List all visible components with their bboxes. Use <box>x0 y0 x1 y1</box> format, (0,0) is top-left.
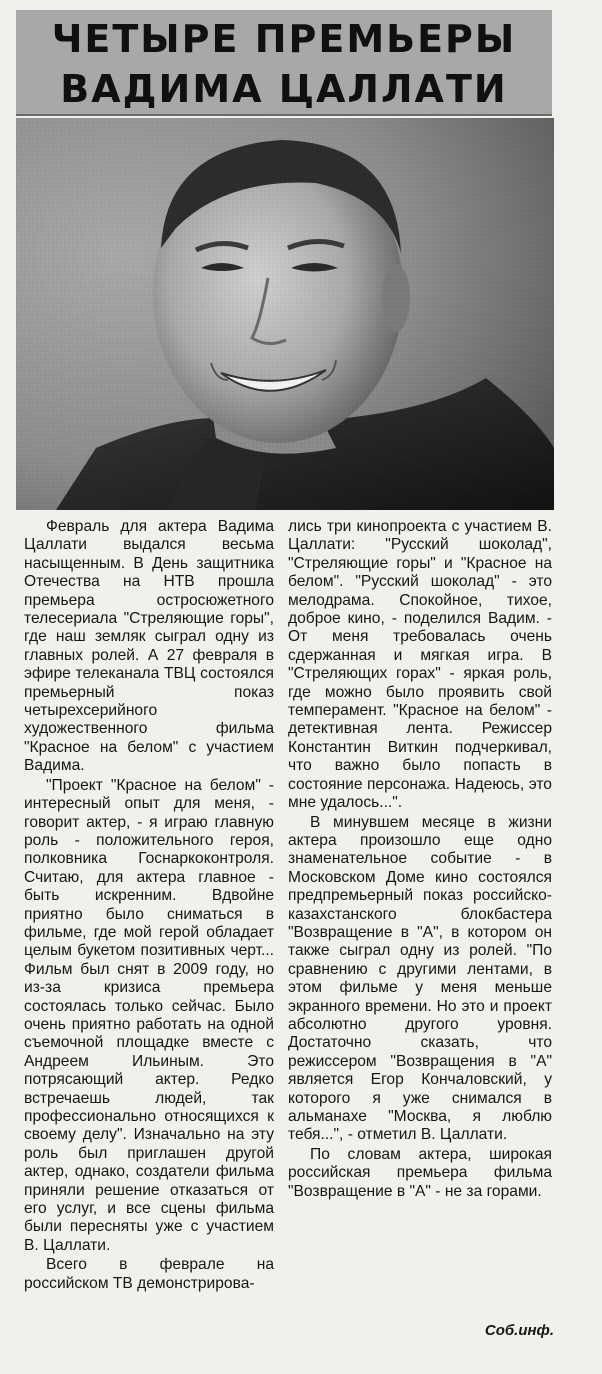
article-left-column <box>24 518 274 1293</box>
paragraph-3: Всего в феврале на российском ТВ демонстрирова- <box>24 1256 274 1292</box>
headline-line-1: ЧЕТЫРЕ ПРЕМЬЕРЫ <box>51 17 517 61</box>
paragraph-1: Февраль для актера Вадима Цаллати выдался весьма насыщенным. В День защитника Отечества на НТВ прошла премьера остросюжетного телесериала "Стреляющие горы", где наш земляк сыграл одну из главных ролей. А 27 февраля в эфире телеканала ТВЦ состоялся премьерный показ четырехсерийного художественного фильма "Красное на белом" с участием Вадима. <box>24 518 274 775</box>
headline-line-2: ВАДИМА ЦАЛЛАТИ <box>60 67 508 111</box>
headline-band <box>16 10 552 116</box>
byline: Соб.инф. <box>484 1322 554 1339</box>
paragraph-4: В минувшем месяце в жизни актера произошло еще одно знаменательное событие - в Московском Доме кино состоялся предпремьерный показ российско-казахстанского блокбастера "Возвращение в "А", в котором он также сыграл одну из ролей. "По сравнению с другими лентами, в этом фильме у меня меньше экранного времени. Но это и проект абсолютно другого уровня. Достаточно сказать, что режиссером "Возвращения в "А" является Егор Кончаловский, у которого я уже снимался в альманахе "Москва, я люблю тебя...", - отметил В. Цаллати. <box>288 813 552 1144</box>
paragraph-3-continued: лись три кинопроекта с участием В. Цаллати: "Русский шоколад", "Стреляющие горы" и "Красное на белом". "Русский шоколад" - это мелодрама. Спокойное, тихое, доброе кино, - поделился Вадим. - От меня требовалась очень сдержанная и мягкая игра. В "Стреляющих горах" - яркая роль, где можно было проявить свой темперамент. "Красное на белом" - детективная лента. Режиссер Константин Виткин подчеркивал, что важно было попасть в состояние персонажа. Надеюсь, это мне удалось...". <box>288 518 552 812</box>
article-right-column <box>288 518 552 1201</box>
paragraph-5: По словам актера, широкая российская премьера фильма "Возвращение в "А" - не за горами. <box>288 1145 552 1200</box>
paragraph-2: "Проект "Красное на белом" - интересный опыт для меня, - говорит актер, - я играю главную роль - положительного героя, полковника Госнаркоконтроля. Считаю, для актера главное - быть искренним. Вдвойне приятно было сниматься в фильме, где мой герой обладает целым букетом позитивных черт... Фильм был снят в 2009 году, но из-за кризиса премьера состоялась только сейчас. Было очень приятно работать на одной съемочной площадке вместе с Андреем Ильиным. Это потрясающий актер. Редко встречаешь людей, так профессионально относящихся к своему делу". Изначально на эту роль был приглашен другой актер, однако, создатели фильма приняли решение отказаться от его услуг, и все сцены фильма были пересняты уже с участием В. Цаллати. <box>24 776 274 1254</box>
portrait-photo-icon <box>16 118 554 510</box>
actor-portrait-photo <box>16 118 554 510</box>
